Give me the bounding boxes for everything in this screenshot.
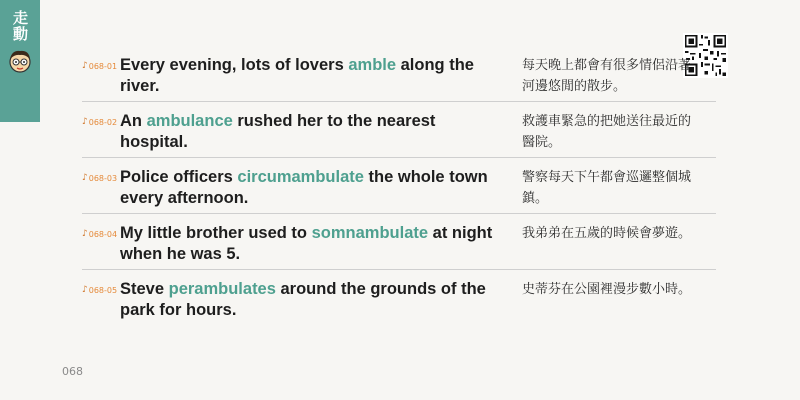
audio-track-tag[interactable]: [82, 173, 120, 183]
list-item: [82, 214, 716, 270]
english-sentence: Police officers circumambulate the whole town every afternoon.: [120, 168, 488, 207]
vocab-word: perambulates: [168, 280, 276, 298]
chinese-translation: 救護車緊急的把她送往最近的醫院。: [522, 114, 692, 150]
sentence-list: [82, 46, 716, 326]
chinese-translation: 史蒂芬在公園裡漫步數小時。: [522, 282, 692, 297]
vocab-word: amble: [348, 56, 397, 74]
audio-track-tag[interactable]: [82, 229, 120, 239]
page-number: 068: [62, 365, 83, 378]
chapter-tab-label: 走動: [11, 10, 29, 42]
music-note-icon: ♪: [82, 285, 88, 295]
track-id: 068-01: [88, 61, 118, 71]
music-note-icon: ♪: [82, 229, 88, 239]
list-item: [82, 102, 716, 158]
chinese-translation: 警察每天下午都會巡邏整個城鎮。: [522, 170, 692, 206]
audio-track-tag[interactable]: [82, 61, 120, 71]
track-id: 068-05: [88, 285, 118, 295]
vocab-word: ambulance: [146, 112, 233, 130]
audio-track-tag[interactable]: [82, 117, 120, 127]
track-id: 068-02: [88, 117, 118, 127]
chinese-translation: 我弟弟在五歲的時候會夢遊。: [522, 226, 692, 241]
english-sentence: Every evening, lots of lovers amble along the river.: [120, 56, 474, 95]
track-id: 068-04: [88, 229, 118, 239]
audio-track-tag[interactable]: [82, 285, 120, 295]
music-note-icon: ♪: [82, 117, 88, 127]
list-item: [82, 46, 716, 102]
music-note-icon: ♪: [82, 61, 88, 71]
vocab-word: circumambulate: [237, 168, 364, 186]
music-note-icon: ♪: [82, 173, 88, 183]
list-item: [82, 270, 716, 326]
list-item: [82, 158, 716, 214]
chinese-translation: 每天晚上都會有很多情侶沿著河邊悠閒的散步。: [522, 58, 692, 94]
english-sentence: Steve perambulates around the grounds of the park for hours.: [120, 280, 486, 319]
vocab-word: somnambulate: [311, 224, 429, 242]
track-id: 068-03: [88, 173, 118, 183]
english-sentence: My little brother used to somnambulate at night when he was 5.: [120, 224, 493, 263]
chapter-tab: [0, 0, 40, 122]
cartoon-face-icon: [7, 48, 33, 74]
english-sentence: An ambulance rushed her to the nearest hospital.: [120, 112, 436, 151]
